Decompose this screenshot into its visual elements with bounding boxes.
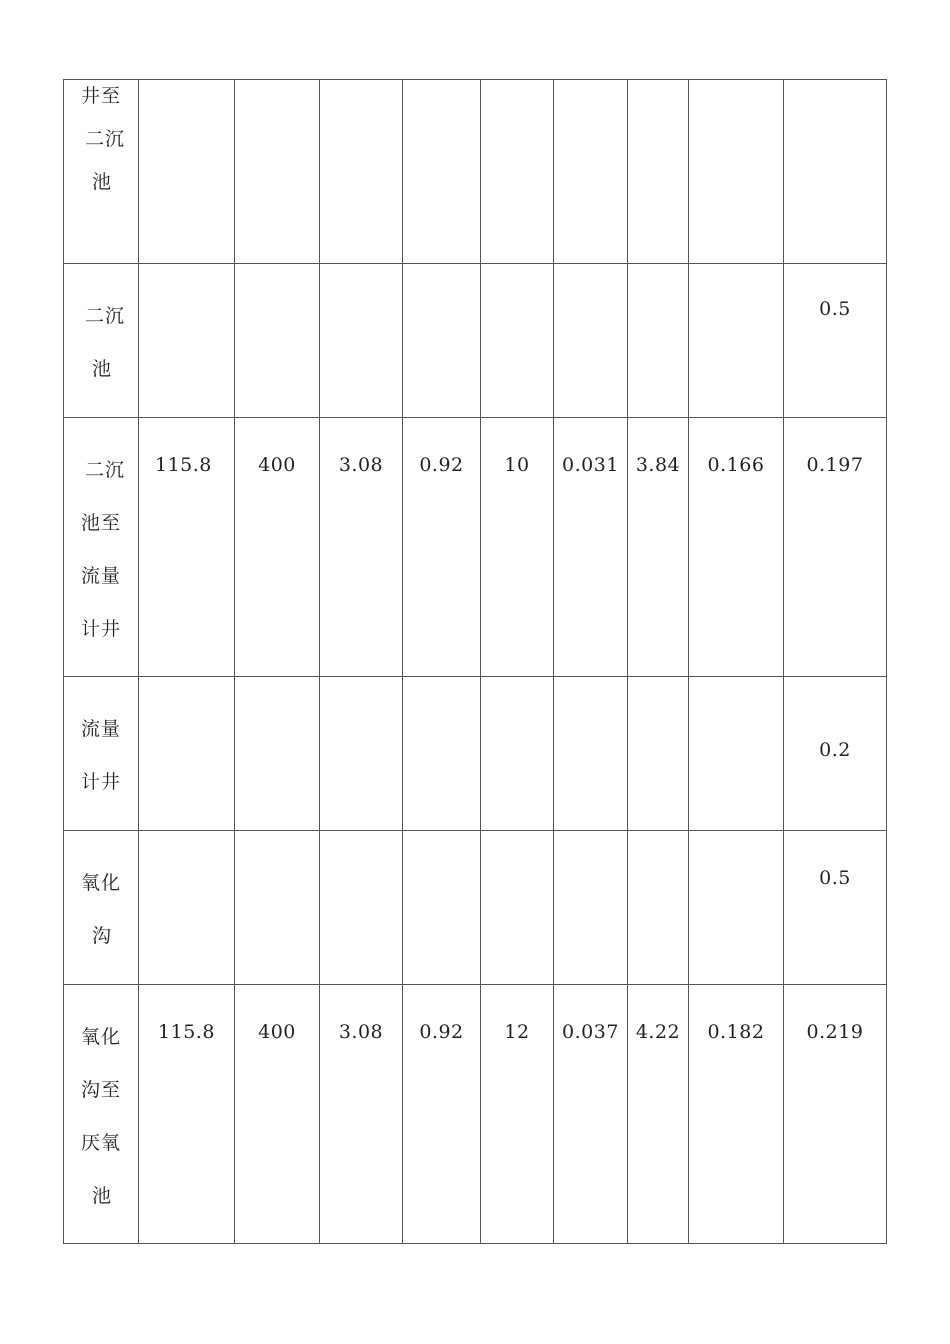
- cell-value: [320, 677, 402, 713]
- segment-name-line: 池: [92, 171, 113, 193]
- table-cell: [628, 418, 689, 677]
- cell-value: [320, 264, 402, 300]
- cell-value: [235, 80, 319, 116]
- cell-value: 400: [258, 454, 296, 476]
- cell-value: [403, 831, 480, 867]
- segment-name-line: 氧化: [81, 872, 122, 894]
- table-cell: [628, 831, 689, 985]
- table-cell: [481, 831, 554, 985]
- table-cell: [628, 677, 689, 831]
- cell-value: [554, 831, 627, 867]
- cell-value: 10: [504, 454, 530, 476]
- cell-value: 0.166: [707, 454, 765, 476]
- cell-value: 400: [258, 1021, 296, 1043]
- table-cell: [784, 264, 887, 418]
- segment-name-cell: [64, 677, 139, 831]
- cell-value: 0.2: [819, 739, 851, 761]
- cell-value: [403, 677, 480, 713]
- segment-name-line: 流量: [81, 565, 122, 587]
- cell-value: [689, 831, 783, 867]
- cell-value: [481, 677, 553, 713]
- table-cell: [689, 264, 784, 418]
- cell-value: [554, 264, 627, 300]
- table-row: [64, 418, 887, 677]
- table-cell: [139, 264, 235, 418]
- cell-value: 0.182: [707, 1021, 765, 1043]
- cell-value: [320, 831, 402, 867]
- cell-value: 4.22: [635, 1021, 681, 1043]
- table-cell: [628, 80, 689, 264]
- segment-name-line: 沟: [92, 925, 113, 947]
- cell-value: [481, 80, 553, 116]
- cell-value: [235, 677, 319, 713]
- table-cell: [628, 985, 689, 1244]
- table-cell: [554, 985, 628, 1244]
- table-cell: [235, 831, 320, 985]
- table-cell: [320, 264, 403, 418]
- table-cell: [139, 80, 235, 264]
- cell-value: [403, 80, 480, 116]
- segment-name-line: 沟至: [81, 1079, 122, 1101]
- segment-name-line: 氧化: [81, 1026, 122, 1048]
- table-cell: [689, 418, 784, 677]
- table-cell: [481, 264, 554, 418]
- table-cell: [689, 677, 784, 831]
- table-cell: [403, 264, 481, 418]
- cell-value: [554, 677, 627, 713]
- table-cell: [139, 677, 235, 831]
- cell-value: 0.037: [562, 1021, 619, 1043]
- cell-value: [689, 80, 783, 116]
- hydraulic-calculation-table: [63, 79, 887, 1244]
- table-cell: [235, 264, 320, 418]
- table-row: [64, 831, 887, 985]
- table-cell: [481, 985, 554, 1244]
- cell-value: [403, 264, 480, 300]
- table-cell: [784, 418, 887, 677]
- table-cell: [481, 80, 554, 264]
- cell-value: [235, 264, 319, 300]
- segment-name-line: 池: [92, 1185, 113, 1207]
- table-cell: [689, 831, 784, 985]
- table-cell: [784, 985, 887, 1244]
- table-cell: [139, 831, 235, 985]
- table-row: [64, 677, 887, 831]
- table-cell: [235, 80, 320, 264]
- cell-value: 0.197: [806, 454, 864, 476]
- table-cell: [784, 677, 887, 831]
- table-cell: [554, 264, 628, 418]
- table-cell: [403, 418, 481, 677]
- table-row: [64, 264, 887, 418]
- cell-value: [320, 80, 402, 116]
- table-cell: [139, 985, 235, 1244]
- table-cell: [403, 677, 481, 831]
- cell-value: [139, 264, 234, 300]
- table-cell: [139, 418, 235, 677]
- table-cell: [628, 264, 689, 418]
- table-cell: [689, 985, 784, 1244]
- cell-value: 115.8: [155, 454, 212, 476]
- cell-value: 3.08: [338, 454, 384, 476]
- cell-value: [139, 80, 234, 116]
- table-cell: [403, 80, 481, 264]
- segment-name-line: 二沉: [85, 305, 126, 327]
- segment-name-line: 计井: [81, 618, 122, 640]
- cell-value: [784, 80, 886, 116]
- table-cell: [235, 418, 320, 677]
- cell-value: 0.5: [819, 867, 851, 889]
- segment-name-line: 池至: [81, 512, 122, 534]
- table-cell: [403, 985, 481, 1244]
- segment-name-line: 厌氧: [81, 1132, 122, 1154]
- table-cell: [784, 831, 887, 985]
- table-cell: [689, 80, 784, 264]
- table-cell: [784, 80, 887, 264]
- segment-name-cell: [64, 985, 139, 1244]
- segment-name-line: 二沉: [85, 128, 126, 150]
- cell-value: [689, 264, 783, 300]
- cell-value: [628, 677, 688, 713]
- segment-name-cell: [64, 264, 139, 418]
- cell-value: [554, 80, 627, 116]
- cell-value: 3.84: [635, 454, 681, 476]
- table-cell: [235, 985, 320, 1244]
- cell-value: [628, 264, 688, 300]
- segment-name-cell: [64, 831, 139, 985]
- table-cell: [554, 831, 628, 985]
- segment-name-line: 池: [92, 358, 113, 380]
- cell-value: 0.92: [419, 454, 464, 476]
- cell-value: [139, 677, 234, 713]
- table-cell: [320, 80, 403, 264]
- table-row: [64, 985, 887, 1244]
- table-cell: [235, 677, 320, 831]
- cell-value: [689, 677, 783, 713]
- segment-name-line: 流量: [81, 718, 122, 740]
- cell-value: 0.219: [806, 1021, 864, 1043]
- table-cell: [320, 985, 403, 1244]
- table-cell: [320, 418, 403, 677]
- table-cell: [320, 831, 403, 985]
- segment-name-cell: [64, 80, 139, 264]
- table-cell: [481, 677, 554, 831]
- cell-value: 0.92: [419, 1021, 464, 1043]
- cell-value: [235, 831, 319, 867]
- cell-value: 0.5: [819, 298, 851, 320]
- cell-value: 0.031: [562, 454, 619, 476]
- cell-value: [628, 831, 688, 867]
- cell-value: [481, 264, 553, 300]
- table-cell: [554, 418, 628, 677]
- table-cell: [403, 831, 481, 985]
- cell-value: [481, 831, 553, 867]
- segment-name-line: 计井: [81, 771, 122, 793]
- table-cell: [320, 677, 403, 831]
- cell-value: [628, 80, 688, 116]
- cell-value: 12: [504, 1021, 530, 1043]
- cell-value: [139, 831, 234, 867]
- table-cell: [481, 418, 554, 677]
- cell-value: 115.8: [158, 1021, 215, 1043]
- table-cell: [554, 677, 628, 831]
- table-cell: [554, 80, 628, 264]
- table-row: [64, 80, 887, 264]
- segment-name-line: 井至: [81, 85, 122, 107]
- segment-name-line: 二沉: [85, 459, 126, 481]
- segment-name-cell: [64, 418, 139, 677]
- cell-value: 3.08: [338, 1021, 384, 1043]
